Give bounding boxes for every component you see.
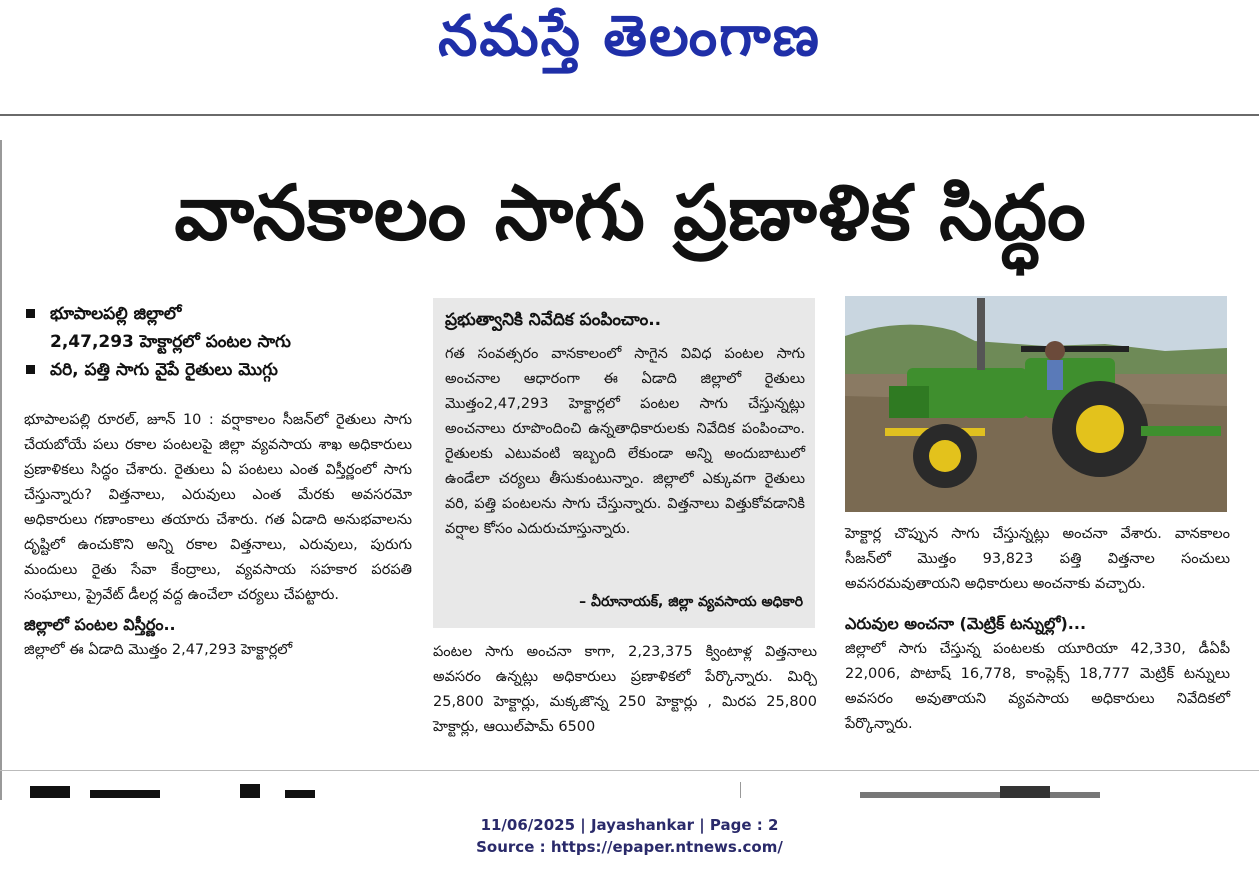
- page-bottom-rule: [0, 770, 1259, 771]
- column-3-subheading: ఎరువుల అంచనా (మెట్రిక్ టన్నుల్లో)...: [845, 614, 1087, 633]
- column-3-body-continued: జిల్లాలో సాగు చేస్తున్న పంటలకు యూరియా 42,330, డీఏపీ 22,006, పొటాష్ 16,778, కాంప్లెక్స్ 18,777 మెట్రిక్ టన్నులు అవసరం అవుతాయని వ్యవసాయ అధికారులు నివేదికలో పేర్కొన్నారు.: [845, 641, 1230, 732]
- article-column-2: [433, 640, 817, 740]
- tractor-illustration: [845, 296, 1227, 512]
- quote-box: [433, 298, 815, 628]
- bullet-item: [22, 300, 412, 356]
- left-margin-rule: [0, 140, 2, 800]
- square-bullet-icon: [26, 365, 35, 374]
- quote-box-title: ప్రభుత్వానికి నివేదిక పంపించాం..: [445, 310, 662, 330]
- quote-box-body: గత సంవత్సరం వానకాలంలో సాగైన వివిధ పంటల సాగు అంచనాల ఆధారంగా ఈ ఏడాది జిల్లాలో రైతులు మొత్తం2,47,293 హెక్టార్లలో పంటల సాగు చేస్తున్నట్లు అంచనాలు రూపొందించి ఉన్నతాధికారులకు నివేదిక పంపించాం. రైతులకు ఎటువంటి ఇబ్బంది లేకుండా అన్ని అందుబాటులో ఉండేలా చర్యలు తీసుకుంటున్నాం. జిల్లాలో ఎక్కువగా రైతులు వరి, పత్తి పంటలను సాగు చేస్తున్నారు. విత్తనాలు విత్తుకోవడానికి వర్షాల కోసం ఎదురుచూస్తున్నారు.: [445, 346, 805, 537]
- footer-source-link[interactable]: Source : https://epaper.ntnews.com/: [476, 838, 783, 856]
- column-3-body: హెక్టార్ల చొప్పున సాగు చేస్తున్నట్లు అంచనా వేశారు. వానకాలం సీజన్‌లో మొత్తం 93,823 పత్తి విత్తనాల సంచులు అవసరమవుతాయని అధికారులు అంచనాకు వచ్చారు.: [845, 526, 1230, 592]
- column-1-subheading: జిల్లాలో పంటల విస్తీర్ణం..: [24, 615, 176, 634]
- column-1-body-continued: జిల్లాలో ఈ ఏడాది మొత్తం 2,47,293 హెక్టార్లలో: [24, 642, 293, 658]
- bullet-text: వరి, పత్తి సాగు వైపే రైతులు మొగ్గు: [50, 360, 278, 380]
- quote-signature: – వీరూనాయక్, జిల్లా వ్యవసాయ అధికారి: [579, 594, 803, 610]
- column-1-body: భూపాలపల్లి రూరల్, జూన్ 10 : వర్షాకాలం సీజన్‌లో రైతులు సాగు చేయబోయే పలు రకాల పంటలపై జిల్లా వ్యవసాయ శాఖ అధికారులు ప్రణాళికలు సిద్ధం చేశారు. రైతులు ఏ పంటలు ఎంత విస్తీర్ణంలో సాగు చేస్తున్నారు? విత్తనాలు, ఎరువులు ఎంత మేరకు అవసరమో అధికారులు గణాంకాలు తయారు చేశారు. గత ఏడాది అనుభవాలను దృష్టిలో ఉంచుకొని అన్ని రకాల విత్తనాలు, ఎరువులు, పురుగు మందులు రైతు సేవా కేంద్రాలు, వ్యవసాయ సహకార పరపతి సంఘాలు, ప్రైవేట్ డీలర్ల వద్ద ఉంచేలా చర్యలు చేపట్టారు.: [24, 412, 412, 603]
- column-2-body: పంటల సాగు అంచనా కాగా, 2,23,375 క్వింటాళ్ల విత్తనాలు అవసరం ఉన్నట్లు అధికారులు ప్రణాళికలో పేర్కొన్నారు. మిర్చి 25,800 హెక్టార్లు, మక్కజొన్న 250 హెక్టార్లు , మిరప 25,800 హెక్టార్లు, ఆయిల్‌పామ్ 6500: [433, 644, 817, 735]
- masthead: [0, 0, 1259, 110]
- article-headline: వానకాలం సాగు ప్రణాళిక సిద్ధం: [174, 168, 1087, 257]
- article-column-1: [24, 408, 412, 663]
- article-column-3: [845, 522, 1230, 737]
- bullet-text: భూపాలపల్లి జిల్లాలో: [50, 304, 182, 324]
- highlight-bullets: [22, 300, 412, 384]
- cropped-next-story: [0, 782, 1259, 798]
- bullet-continuation: 2,47,293 హెక్టార్లలో పంటల సాగు: [50, 332, 291, 352]
- cropped-text-fragments: [0, 782, 1259, 798]
- masthead-divider: [0, 114, 1259, 116]
- bullet-item: [22, 356, 412, 384]
- square-bullet-icon: [26, 309, 35, 318]
- footer-date-edition: 11/06/2025 | Jayashankar | Page : 2: [480, 816, 779, 834]
- newspaper-logo: నమస్తే తెలంగాణ: [438, 4, 821, 69]
- tractor-photo: [845, 296, 1227, 512]
